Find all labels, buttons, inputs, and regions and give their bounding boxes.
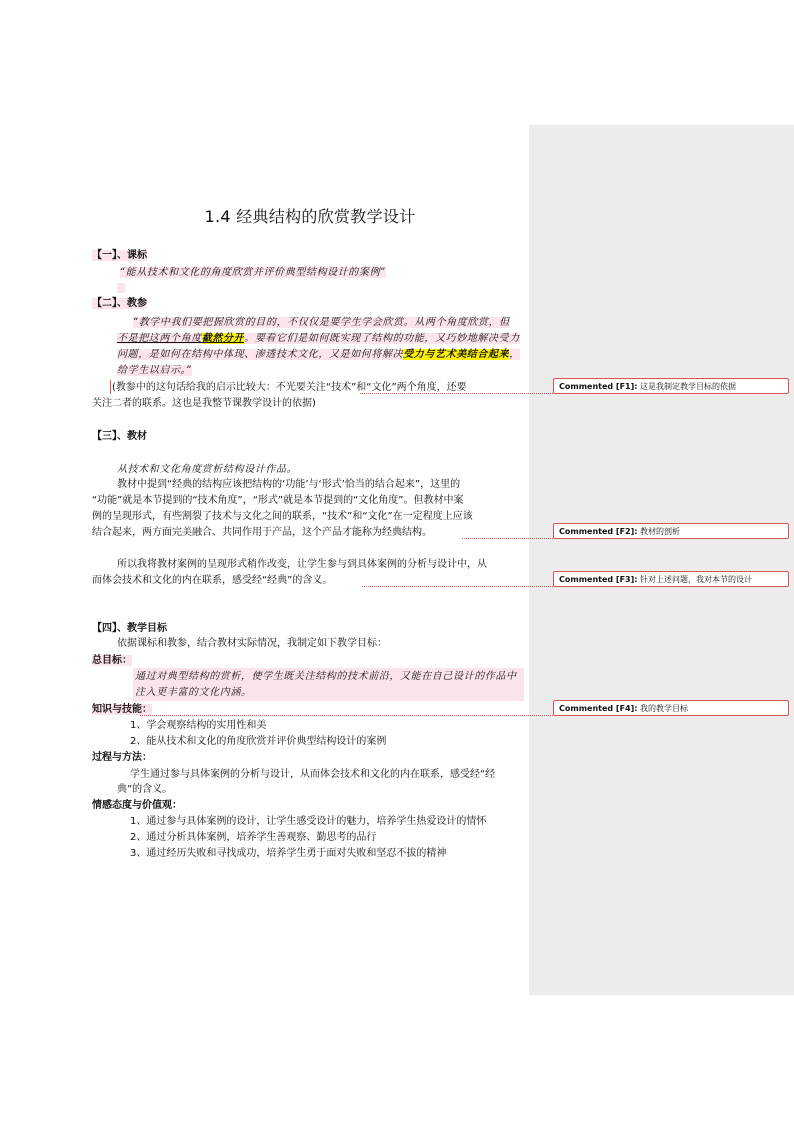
comment-margin-panel: [529, 125, 794, 995]
section-3-para-2-line-1: 教材中提到“经典的结构应该把结构的‘功能’与‘形式’恰当的结合起来”，这里的: [117, 479, 461, 490]
process-methods-line-1: 学生通过参与具体案例的分析与设计，从而体会技术和文化的内在联系，感受经“经: [130, 769, 496, 780]
section-4-heading: 【四】、教学目标: [92, 623, 167, 634]
section-2-quote-line-4: 给学生以启示。”: [117, 365, 192, 376]
section-2-quote-line-2: 不是把这两个角度截然分开。要看它们是如何既实现了结构的功能，又巧妙地解决受力: [117, 333, 520, 344]
section-3-para-1: 从技术和文化角度赏析结构设计作品。: [117, 464, 298, 475]
section-2-note-line-2: 关注二者的联系。这也是我整节课教学设计的依据): [92, 398, 316, 409]
emotion-values-item-1: 1、通过参与具体案例的设计，让学生感受设计的魅力，培养学生热爱设计的情怀: [130, 816, 487, 827]
section-2-quote-line-3: 问题，是如何在结构中体现、渗透技术文化，又是如何将解决受力与艺术美结合起来，: [117, 349, 520, 360]
section-3-para-2-line-4: 结合起来，两方面完美融合、共同作用于产品，这个产品才能称为经典结构。: [92, 527, 432, 538]
section-1-quote: “能从技术和文化的角度欣赏并评价典型结构设计的案例”: [120, 267, 386, 278]
comment-connector-f4: [140, 715, 553, 716]
section-3-para-3-line-1: 所以我将教材案例的呈现形式稍作改变，让学生参与到具体案例的分析与设计中，从: [117, 559, 487, 570]
section-2-heading: 【二】、教参: [92, 298, 147, 309]
knowledge-skills-item-2: 2、能从技术和文化的角度欣赏并评价典型结构设计的案例: [130, 736, 387, 747]
emotion-values-item-2: 2、通过分析具体案例，培养学生善观察、勤思考的品行: [130, 832, 377, 843]
comment-balloon-f2[interactable]: Commented [F2]: 教材的剖析: [553, 523, 789, 539]
comment-anchor-f1: [110, 380, 111, 394]
empty-highlight-marker: [117, 283, 125, 293]
knowledge-skills-label: 知识与技能：: [92, 704, 152, 715]
emotion-values-label: 情感态度与价值观：: [92, 800, 182, 811]
section-3-para-2-line-2: “功能”就是本节提到的“技术角度”，“形式”就是本节提到的“文化角度”。但教材中案: [92, 495, 464, 506]
comment-balloon-f1[interactable]: Commented [F1]: 这是我制定教学目标的依据: [553, 378, 789, 394]
section-3-para-3-line-2: 而体会技术和文化的内在联系，感受经“经典”的含义。: [92, 575, 333, 586]
comment-connector-f1: [360, 393, 553, 394]
comment-connector-f2: [462, 538, 553, 539]
section-3-heading: 【三】、教材: [92, 431, 147, 442]
page-title: 1.4 经典结构的欣赏教学设计: [204, 207, 416, 226]
section-3-para-2-line-3: 例的呈现形式，有些割裂了技术与文化之间的联系，“技术”和“文化”在一定程度上应该: [92, 511, 473, 522]
process-methods-label: 过程与方法：: [92, 752, 152, 763]
comment-balloon-f3[interactable]: Commented [F3]: 针对上述问题，我对本节的设计: [553, 571, 789, 587]
overall-goal-line-2: 注入更丰富的文化内涵。: [135, 687, 252, 698]
section-2-note-line-1: (教参中的这句话给我的启示比较大：不光要关注“技术”和“文化”两个角度，还要: [112, 382, 467, 393]
overall-goal-line-1: 通过对典型结构的赏析，使学生既关注结构的技术前沿，又能在自己设计的作品中: [135, 671, 517, 682]
section-1-heading: 【一】、课标: [92, 250, 147, 261]
comment-balloon-f4[interactable]: Commented [F4]: 我的教学目标: [553, 700, 789, 716]
process-methods-line-2: 典”的含义。: [117, 784, 173, 795]
emotion-values-item-3: 3、通过经历失败和寻找成功，培养学生勇于面对失败和坚忍不拔的精神: [130, 848, 447, 859]
comment-connector-f3: [362, 586, 553, 587]
section-2-quote-line-1: “教学中我们要把握欣赏的目的，不仅仅是要学生学会欣赏。从两个角度欣赏，但: [133, 317, 510, 328]
section-4-intro: 依据课标和教参，结合教材实际情况，我制定如下教学目标：: [117, 638, 387, 649]
overall-goal-label: 总目标：: [92, 655, 132, 666]
knowledge-skills-item-1: 1、学会观察结构的实用性和美: [130, 720, 267, 731]
